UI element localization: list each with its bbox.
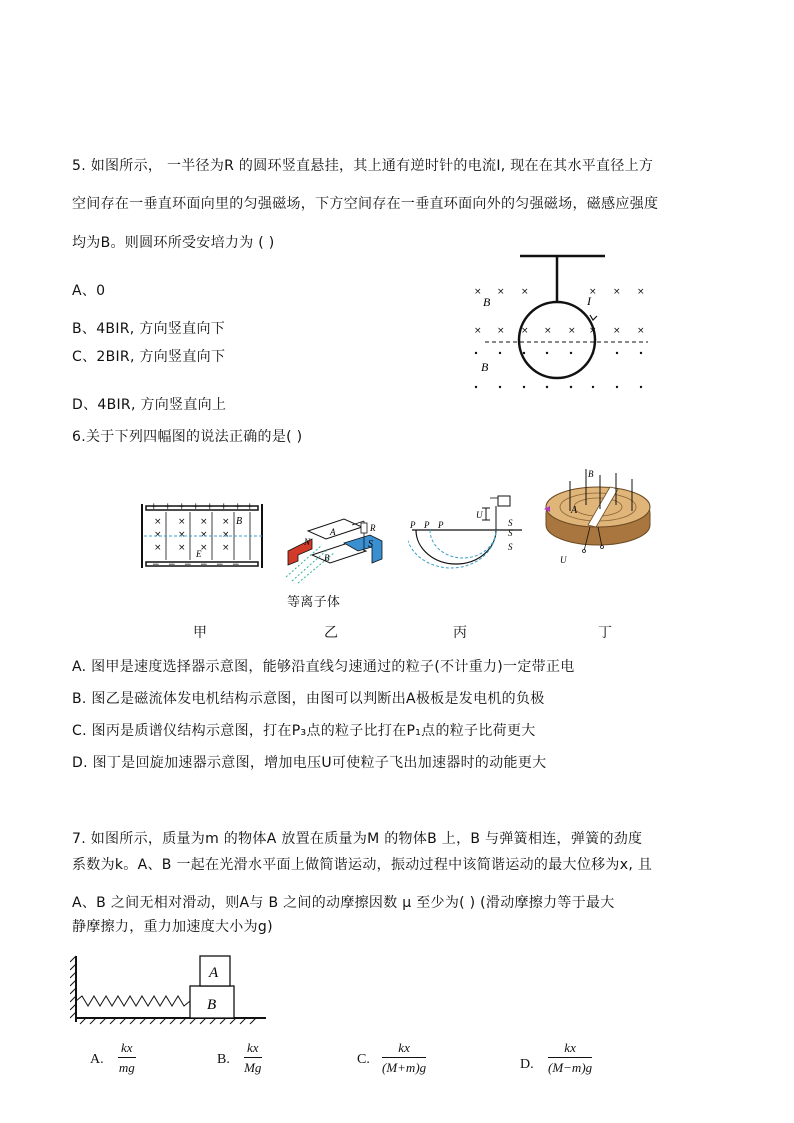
svg-text:×: × <box>178 517 186 527</box>
svg-text:+: + <box>220 502 228 512</box>
svg-text:×: × <box>474 326 482 336</box>
svg-text:+: + <box>164 502 172 512</box>
q6-bing-label-p1: P <box>410 520 416 530</box>
q7-option-a-numerator: kx <box>118 1040 136 1058</box>
q5-label-current: I <box>587 294 591 308</box>
svg-text:+: + <box>246 502 254 512</box>
q6-yi-label-s: S <box>368 539 373 550</box>
q7-stem-line1: 7. 如图所示，质量为m 的物体A 放置在质量为M 的物体B 上，B 与弹簧相连，弹簧的劲度 <box>72 831 643 847</box>
q7-option-a-label: A. <box>90 1052 104 1067</box>
svg-text:×: × <box>154 543 162 553</box>
svg-text:×: × <box>474 287 482 297</box>
svg-text:×: × <box>200 517 208 527</box>
q6-label-bing: 丙 <box>453 625 468 641</box>
svg-text:×: × <box>544 326 552 336</box>
q6-ding-label-u: U <box>560 555 567 565</box>
q6-label-plasma: 等离子体 <box>287 595 341 610</box>
q5-option-b: B、4BIR, 方向竖直向下 <box>72 321 226 337</box>
q6-figure-mhd-generator <box>282 515 397 585</box>
q7-option-a-denominator: mg <box>118 1060 135 1075</box>
q5-stem-line2: 空间存在一垂直环面向里的匀强磁场，下方空间存在一垂直环面向外的匀强磁场，磁感应强度 <box>72 196 659 212</box>
svg-text:×: × <box>200 530 208 540</box>
q7-option-b-denominator: Mg <box>244 1060 262 1075</box>
q5-option-c: C、2BIR, 方向竖直向下 <box>72 349 226 365</box>
q7-option-b-label: B. <box>217 1052 230 1067</box>
q5-stem-line3: 均为B。则圆环所受安培力为 ( ) <box>72 235 275 251</box>
q6-yi-label-r: R <box>370 523 376 533</box>
q6-yi-label-a: A <box>330 527 336 537</box>
q6-option-d: D. 图丁是回旋加速器示意图，增加电压U可使粒子飞出加速器时的动能更大 <box>72 755 547 771</box>
svg-text:×: × <box>637 326 645 336</box>
svg-text:−: − <box>152 560 160 570</box>
q7-option-d-denominator: (M−m)g <box>548 1060 593 1075</box>
q5-label-b-top: B <box>483 295 491 309</box>
svg-text:×: × <box>637 287 645 297</box>
svg-text:×: × <box>521 326 529 336</box>
svg-text:×: × <box>589 287 597 297</box>
q6-option-c: C. 图丙是质谱仪结构示意图，打在P₃点的粒子比打在P₁点的粒子比荷更大 <box>72 723 536 739</box>
q6-label-ding: 丁 <box>598 625 613 641</box>
svg-text:×: × <box>154 517 162 527</box>
svg-text:×: × <box>613 287 621 297</box>
svg-text:×: × <box>497 287 505 297</box>
q6-bing-label-p3: P <box>438 520 444 530</box>
q6-ding-label-b: B <box>588 469 594 479</box>
svg-text:×: × <box>497 326 505 336</box>
svg-text:−: − <box>216 560 224 570</box>
q7-option-d-label: D. <box>520 1057 534 1072</box>
q6-yi-label-n: N <box>304 537 311 547</box>
q5-option-a: A、0 <box>72 283 106 299</box>
q7-option-d-fraction <box>548 1040 592 1076</box>
svg-text:×: × <box>178 543 186 553</box>
q7-option-a-fraction <box>118 1040 136 1076</box>
q6-yi-label-b: B <box>324 553 330 563</box>
q5-ring-figure <box>465 250 665 395</box>
svg-text:×: × <box>613 326 621 336</box>
svg-text:×: × <box>568 326 576 336</box>
q7-option-c-denominator: (M+m)g <box>382 1060 427 1075</box>
q6-figure-cyclotron <box>538 465 656 567</box>
svg-text:−: − <box>168 560 176 570</box>
svg-text:×: × <box>222 530 230 540</box>
svg-text:×: × <box>178 530 186 540</box>
q7-label-a: A <box>209 965 219 981</box>
q7-stem-line4: 静摩擦力，重力加速度大小为g) <box>72 919 273 935</box>
svg-text:+: + <box>206 502 214 512</box>
q6-bing-label-s2: S <box>508 528 513 538</box>
q6-option-b: B. 图乙是磁流体发电机结构示意图，由图可以判断出A极板是发电机的负极 <box>72 691 545 707</box>
q7-option-c-fraction <box>382 1040 426 1076</box>
q6-bing-label-p2: P <box>424 520 430 530</box>
svg-text:×: × <box>222 517 230 527</box>
svg-text:+: + <box>192 502 200 512</box>
q7-stem-line3: A、B 之间无相对滑动，则A与 B 之间的动摩擦因数 μ 至少为( ) (滑动摩擦力等于最大 <box>72 895 615 911</box>
svg-text:−: − <box>232 560 240 570</box>
q7-option-b-numerator: kx <box>244 1040 262 1058</box>
svg-text:−: − <box>184 560 192 570</box>
svg-text:×: × <box>521 287 529 297</box>
q7-option-b-fraction <box>244 1040 262 1076</box>
q6-jia-label-e: E <box>196 549 202 559</box>
svg-text:+: + <box>234 502 242 512</box>
q7-option-c-numerator: kx <box>382 1040 426 1058</box>
q6-bing-label-u: U <box>476 510 483 520</box>
q7-option-c-label: C. <box>357 1052 370 1067</box>
q7-option-d-numerator: kx <box>548 1040 592 1058</box>
q5-label-b-bottom: B <box>481 360 489 374</box>
q6-ding-label-a: A <box>571 505 578 516</box>
q6-label-jia: 甲 <box>193 625 208 641</box>
q6-bing-label-s1: S <box>508 518 513 528</box>
q6-label-yi: 乙 <box>324 625 339 641</box>
svg-text:−: − <box>200 560 208 570</box>
q6-figure-velocity-selector <box>138 500 266 575</box>
svg-text:×: × <box>200 543 208 553</box>
q5-option-d: D、4BIR, 方向竖直向上 <box>72 397 227 413</box>
svg-text:×: × <box>589 326 597 336</box>
q6-option-a: A. 图甲是速度选择器示意图，能够沿直线匀速通过的粒子(不计重力)一定带正电 <box>72 659 575 675</box>
q7-label-b: B <box>207 997 217 1013</box>
q7-stem-line2: 系数为k。A、B 一起在光滑水平面上做简谐运动，振动过程中该简谐运动的最大位移为x, 且 <box>72 857 653 873</box>
q5-stem-line1: 5. 如图所示， 一半径为R 的圆环竖直悬挂，其上通有逆时针的电流I, 现在在其水平直径上方 <box>72 158 654 174</box>
svg-text:+: + <box>178 502 186 512</box>
svg-text:×: × <box>154 530 162 540</box>
q6-stem: 6.关于下列四幅图的说法正确的是( ) <box>72 429 303 445</box>
q6-figure-mass-spectrometer <box>408 492 526 572</box>
q6-jia-label-b: B <box>236 516 243 527</box>
svg-text:+: + <box>150 502 158 512</box>
q7-spring-blocks-figure <box>70 952 270 1032</box>
q6-bing-label-s3: S <box>508 542 513 552</box>
svg-text:×: × <box>222 543 230 553</box>
